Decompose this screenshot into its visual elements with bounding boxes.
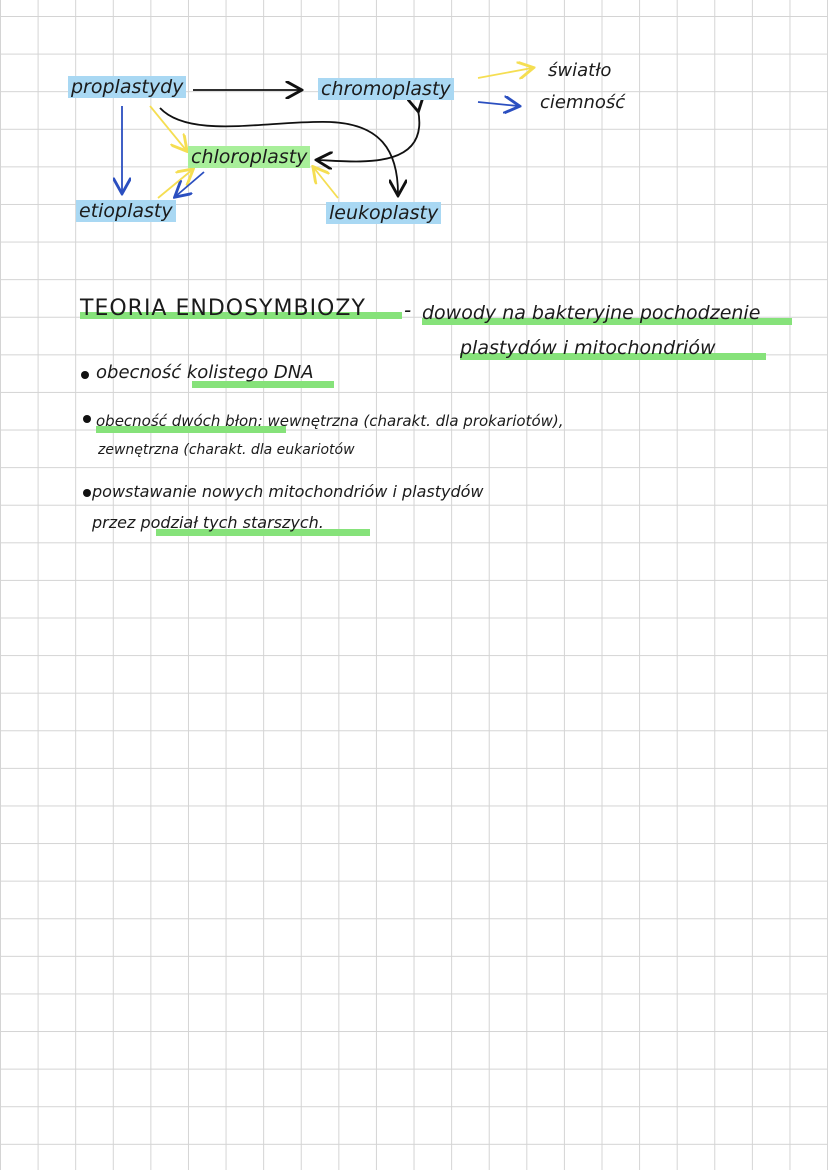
node-chromoplasty-label: chromoplasty: [318, 78, 454, 100]
node-etioplasty: [76, 200, 176, 222]
point-1-line1: obecność kolistego DNA: [96, 362, 314, 383]
bullet-2: [83, 415, 91, 423]
legend-dark-label: ciemność: [540, 92, 626, 113]
diagram-arrows: [0, 0, 828, 300]
arrow-proplastydy-chloroplasty: [150, 106, 186, 150]
legend-light-arrow: [478, 68, 532, 78]
node-proplastydy: [68, 76, 186, 98]
theory-dash: -: [404, 298, 412, 322]
bullet-1: [81, 371, 89, 379]
theory-subtitle-line1: dowody na bakteryjne pochodzenie: [422, 302, 761, 324]
node-chloroplasty: [188, 146, 310, 168]
arrow-leukoplasty-chloroplasty: [314, 168, 338, 198]
theory-title: TEORIA ENDOSYMBIOZY: [80, 296, 366, 321]
node-chloroplasty-label: chloroplasty: [188, 146, 310, 168]
legend-light-label: światło: [548, 60, 612, 81]
node-chromoplasty: [318, 78, 454, 100]
arrow-etioplasty-chloroplasty: [158, 170, 192, 198]
point-3-line2: przez podział tych starszych.: [92, 513, 324, 532]
arrow-chloroplasty-etioplasty: [176, 172, 204, 196]
point-2-line2: zewnętrzna (charakt. dla eukariotów: [98, 442, 355, 458]
node-proplastydy-label: proplastydy: [68, 76, 186, 98]
node-leukoplasty: [326, 202, 441, 224]
theory-subtitle-line2: plastydów i mitochondriów: [460, 337, 716, 359]
node-etioplasty-label: etioplasty: [76, 200, 176, 222]
bullet-3: [83, 489, 91, 497]
point-3-line1: powstawanie nowych mitochondriów i plastydów: [92, 482, 484, 501]
legend-dark-arrow: [478, 102, 518, 106]
node-leukoplasty-label: leukoplasty: [326, 202, 441, 224]
point-2-line1: obecność dwóch błon: wewnętrzna (charakt. dla prokariotów),: [96, 412, 564, 430]
arrow-chromoplasty-chloroplasty: [318, 110, 419, 161]
